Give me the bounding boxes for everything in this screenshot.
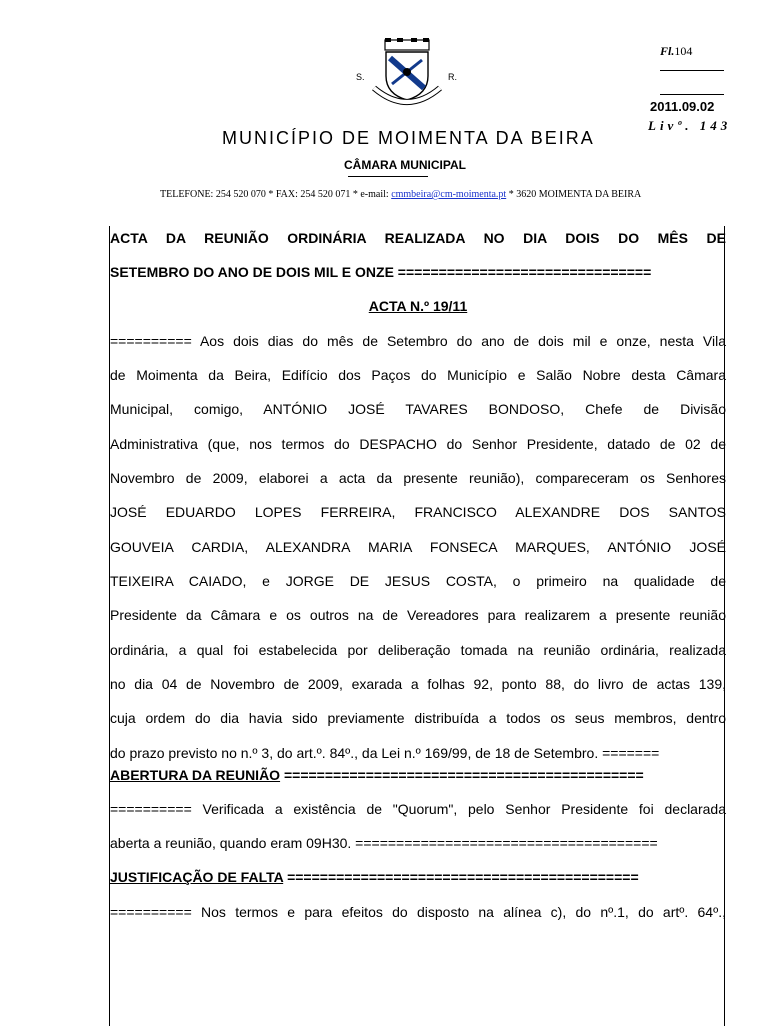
paragraph-line: Municipal, comigo, ANTÓNIO JOSÉ TAVARES BONDOSO, Chefe de Divisão xyxy=(110,401,726,417)
crest-right-letter: R. xyxy=(448,72,457,82)
book-number: Livº. 143 xyxy=(648,118,732,133)
section-heading-text: ABERTURA DA REUNIÃO xyxy=(110,767,281,783)
section-heading-fill: =========================================== xyxy=(283,869,639,885)
crest-emblem-icon xyxy=(352,38,462,110)
paragraph-line: aberta a reunião, quando eram 09H30. ===================================== xyxy=(110,835,658,851)
folio-divider xyxy=(660,70,724,71)
section-heading-text: JUSTIFICAÇÃO DE FALTA xyxy=(110,869,284,885)
municipality-title: MUNICÍPIO DE MOIMENTA DA BEIRA xyxy=(222,128,595,148)
paragraph-line: ========== Nos termos e para efeitos do disposto na alínea c), do nº.1, do artº. 64º., xyxy=(110,904,726,920)
contact-phones: TELEFONE: 254 520 070 * FAX: 254 520 071 * e-mail: xyxy=(160,189,392,200)
folio-label: Fl. xyxy=(660,44,675,58)
contact-address: * 3620 MOIMENTA DA BEIRA xyxy=(506,189,642,200)
minutes-title-line-1: ACTA DA REUNIÃO ORDINÁRIA REALIZADA NO DIA DOIS DO MÊS DE xyxy=(110,230,726,246)
email-link[interactable]: cmmbeira@cm-moimenta.pt xyxy=(391,189,507,200)
minutes-title-line-2: SETEMBRO DO ANO DE DOIS MIL E ONZE =============================== xyxy=(110,264,652,280)
crest-left-letter: S. xyxy=(356,72,365,82)
paragraph-line: de Moimenta da Beira, Edifício dos Paços do Município e Salão Nobre desta Câmara xyxy=(110,367,726,383)
contact-line xyxy=(160,189,641,200)
municipal-crest xyxy=(352,38,462,110)
acta-number-text: ACTA N.º 19/11 xyxy=(368,298,468,314)
folio-value: 104 xyxy=(674,44,693,58)
document-date: 2011.09.02 xyxy=(650,99,715,114)
section-heading-absence xyxy=(110,868,726,886)
folio-divider xyxy=(660,94,724,95)
paragraph-line: GOUVEIA CARDIA, ALEXANDRA MARIA FONSECA MARQUES, ANTÓNIO JOSÉ xyxy=(110,539,726,555)
council-underline xyxy=(348,176,428,177)
paragraph-line: cuja ordem do dia havia sido previamente distribuída a todos os seus membros, dentro xyxy=(110,710,726,726)
paragraph-line: ========== Verificada a existência de "Quorum", pelo Senhor Presidente foi declarada xyxy=(110,801,726,817)
paragraph-line: no dia 04 de Novembro de 2009, exarada a folhas 92, ponto 88, do livro de actas 139, xyxy=(110,676,726,692)
paragraph-line: JOSÉ EDUARDO LOPES FERREIRA, FRANCISCO ALEXANDRE DOS SANTOS xyxy=(110,504,726,520)
paragraph-line: Administrativa (que, nos termos do DESPACHO do Senhor Presidente, datado de 02 de xyxy=(110,436,726,452)
paragraph-line: Presidente da Câmara e os outros na de Vereadores para realizarem a presente reunião xyxy=(110,607,726,623)
council-title: CÂMARA MUNICIPAL xyxy=(344,158,466,172)
paragraph-line: Novembro de 2009, elaborei a acta da presente reunião), compareceram os Senhores xyxy=(110,470,726,486)
paragraph-line: ordinária, a qual foi estabelecida por deliberação tomada na reunião ordinária, realizada xyxy=(110,642,726,658)
paragraph-line: TEIXEIRA CAIADO, e JORGE DE JESUS COSTA, o primeiro na qualidade de xyxy=(110,573,726,589)
folio-number xyxy=(660,44,692,59)
section-heading-opening xyxy=(110,766,726,784)
paragraph-line: do prazo previsto no n.º 3, do art.º. 84º., da Lei n.º 169/99, de 18 de Setembro. ======= xyxy=(110,745,660,761)
paragraph-line: ========== Aos dois dias do mês de Setembro do ano de dois mil e onze, nesta Vila xyxy=(110,333,726,349)
section-heading-fill: ============================================ xyxy=(280,767,644,783)
acta-number xyxy=(110,297,726,315)
